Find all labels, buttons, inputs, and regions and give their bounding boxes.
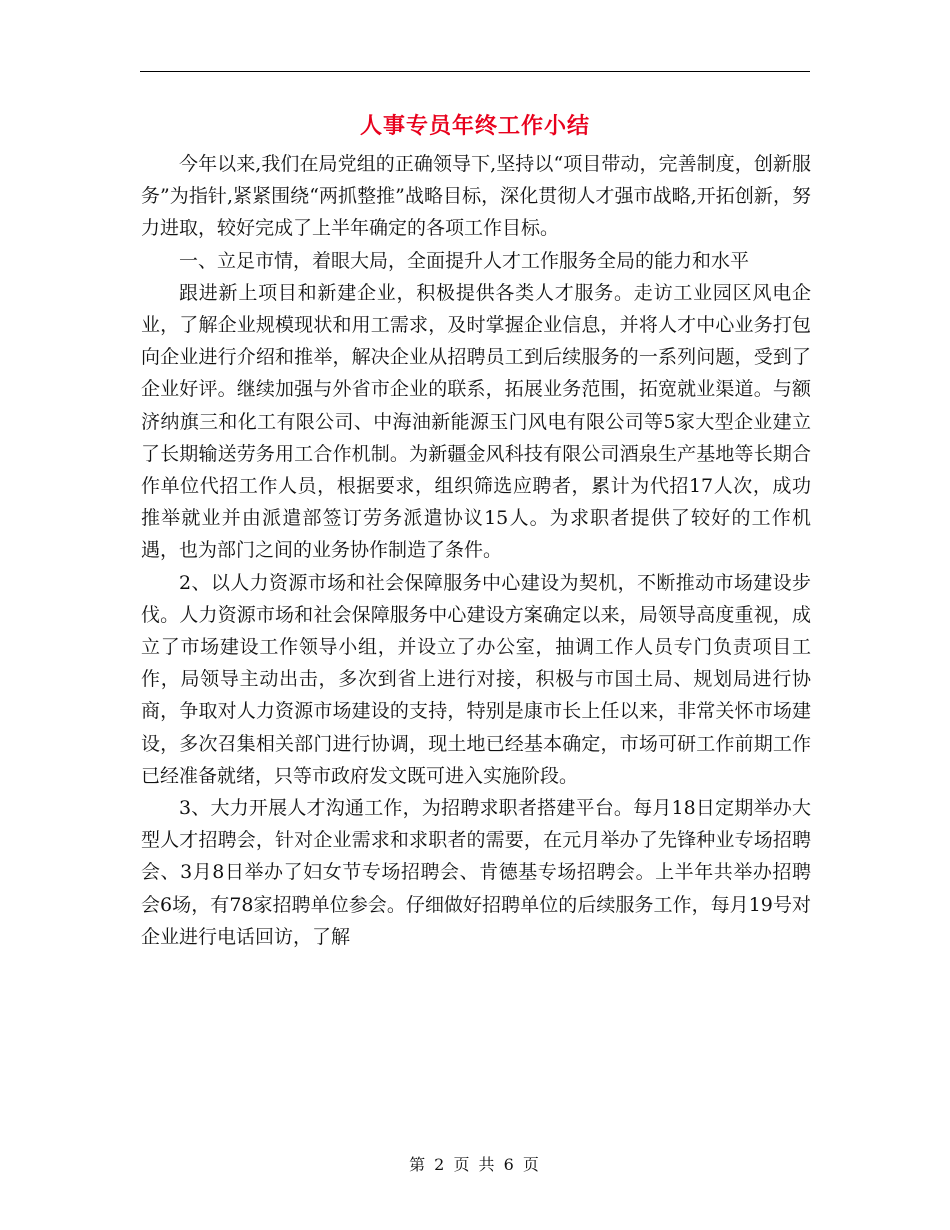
page-number: 第 2 页 共 6 页 [409, 1155, 541, 1174]
header-rule [140, 71, 810, 72]
document-body [141, 148, 811, 953]
document-title: 人事专员年终工作小结 [359, 113, 590, 139]
section-heading-1: 一、立足市情，着眼大局，全面提升人才工作服务全局的能力和水平 [179, 249, 750, 272]
paragraph-market-construction: 2、以人力资源市场和社会保障服务中心建设为契机，不断推动市场建设步伐。人力资源市场和社会保障服务中心建设方案确定以来，局领导高度重视，成立了市场建设工作领导小组，并设立了办公室，抽调工作人员专门负责项目工作，局领导主动出击，多次到省上进行对接，积极与市国土局、规划局进行协商，争取对人力资源市场建设的支持，特别是康市长上任以来，非常关怀市场建设，多次召集相关部门进行协调，现土地已经基本确定，市场可研工作前期工作已经准备就绪，只等市政府发文既可进入实施阶段。 [141, 571, 811, 787]
paragraph-intro: 今年以来,我们在局党组的正确领导下,坚持以“项目带动，完善制度，创新服务”为指针,紧紧围绕“两抓整推”战略目标，深化贯彻人才强市战略,开拓创新，努力进取，较好完成了上半年确定的各项工作目标。 [141, 153, 811, 240]
paragraph-talent-services: 跟进新上项目和新建企业，积极提供各类人才服务。走访工业园区风电企业，了解企业规模现状和用工需求，及时掌握企业信息，并将人才中心业务打包向企业进行介绍和推举，解决企业从招聘员工到后续服务的一系列问题，受到了企业好评。继续加强与外省市企业的联系，拓展业务范围，拓宽就业渠道。与额济纳旗三和化工有限公司、中海油新能源玉门风电有限公司等5家大型企业建立了长期输送劳务用工合作机制。为新疆金风科技有限公司酒泉生产基地等长期合作单位代招工作人员，根据要求，组织筛选应聘者，累计为代招17人次，成功推举就业并由派遣部签订劳务派遣协议15人。为求职者提供了较好的工作机遇，也为部门之间的业务协作制造了条件。 [141, 281, 811, 562]
paragraph-recruitment-fairs: 3、大力开展人才沟通工作，为招聘求职者搭建平台。每月18日定期举办大型人才招聘会，针对企业需求和求职者的需要，在元月举办了先锋种业专场招聘会、3月8日举办了妇女节专场招聘会、肯德基专场招聘会。上半年共举办招聘会6场，有78家招聘单位参会。仔细做好招聘单位的后续服务工作，每月19号对企业进行电话回访，了解 [141, 797, 811, 948]
